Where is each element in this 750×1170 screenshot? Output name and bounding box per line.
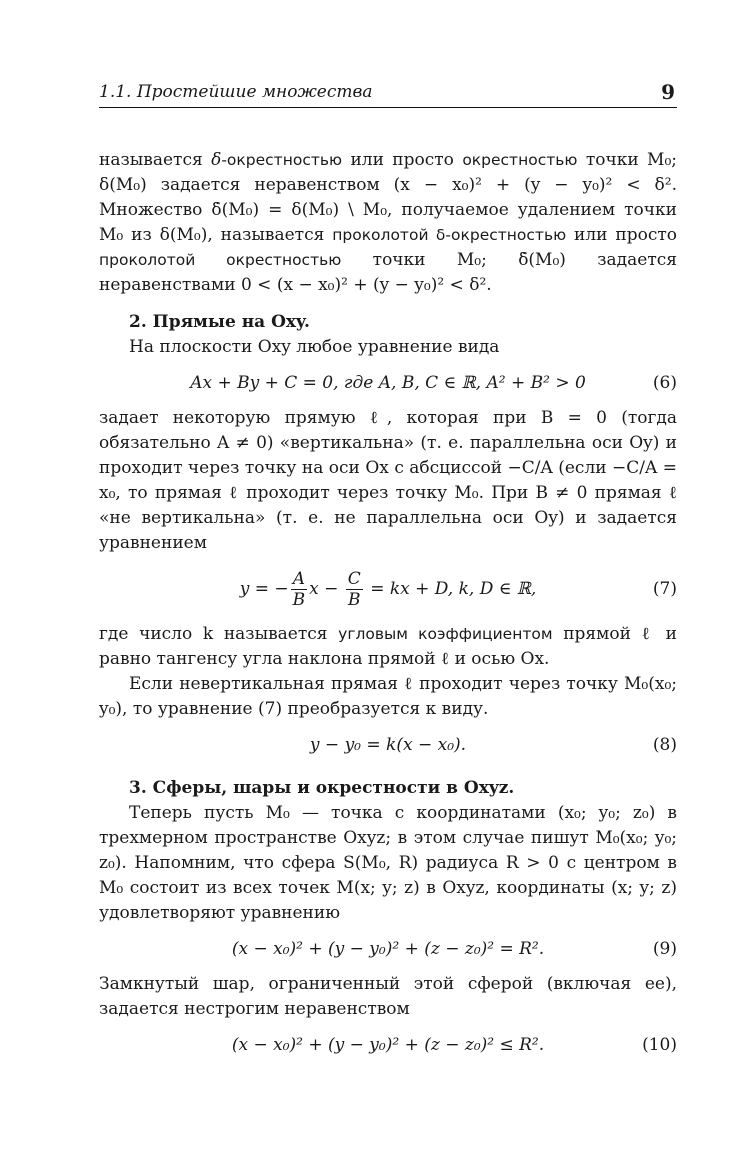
section-heading-lines: 2. Прямые на Oxy.: [129, 312, 310, 332]
equation-6: Ax + By + C = 0, где A, B, C ∈ ℝ, A² + B² > 0 (6): [99, 366, 677, 400]
running-head: [99, 80, 677, 108]
equation-number: (10): [642, 1035, 677, 1055]
page-number: 9: [661, 80, 675, 104]
equation-number: (6): [652, 373, 677, 393]
term-punctured-delta-neighborhood: проколотой δ-окрестностью: [332, 226, 567, 244]
equation-7: y = − $\frac{A}{B}$ x − $\frac{C}{B}$ = kx + D, k, D ∈ ℝ, (7): [99, 562, 677, 616]
term-slope: угловым коэффициентом: [338, 625, 553, 643]
term-punctured-neighborhood: проколотой окрестностью: [99, 251, 342, 269]
paragraph-sphere: Теперь пусть M₀ — точка с координатами (x₀; y₀; z₀) в трехмерном пространстве Oxyz; в этом случае пишут M₀(x₀; y₀; z₀). Напомним, что сфера S(M₀, R) радиуса R > 0 с центром в M₀ состоит из всех точек M(x; y; z) в Oxyz, координаты (x; y; z) удовлетворяют уравнению: [99, 803, 677, 923]
paragraph-point-slope: Если невертикальная прямая ℓ проходит через точку M₀(x₀; y₀), то уравнение (7) преобразуется к виду.: [99, 674, 677, 719]
paragraph-vertical-line: задает некоторую прямую ℓ, которая при B = 0 (тогда обязательно A ≠ 0) «вертикальна» (т. е. параллельна оси Oy) и проходит через точку на оси Ox с абсциссой −C/A (если −C/A = x₀, то прямая ℓ проходит через точку M₀. При B ≠ 0 прямая ℓ «не вертикальна» (т. е. не параллельна оси Oy) и задается уравнением: [99, 408, 677, 553]
page-content: [99, 148, 677, 1068]
equation-9: (x − x₀)² + (y − y₀)² + (z − z₀)² = R². (9): [99, 932, 677, 966]
equation-number: (8): [652, 735, 677, 755]
paragraph-ball: Замкнутый шар, ограниченный этой сферой (включая ее), задается нестрогим неравенством: [99, 974, 677, 1019]
chapter-title: 1.1. Простейшие множества: [99, 82, 373, 102]
term-delta-neighborhood: -окрестностью: [221, 151, 343, 169]
equation-number: (7): [652, 579, 677, 599]
section-heading-spheres: 3. Сферы, шары и окрестности в Oxyz.: [129, 778, 515, 798]
paragraph-neighborhood: называется δ-окрестностью или просто окрестностью точки M₀; δ(M₀) задается неравенством (x − x₀)² + (y − y₀)² < δ². Множество δ̇(M₀) = δ(M₀) \ M₀, получаемое удалением точки M₀ из δ(M₀), называется проколотой δ-окрестностью или просто проколотой окрестностью точки M₀; δ̇(M₀) задается неравенствами 0 < (x − x₀)² + (y − y₀)² < δ².: [99, 150, 678, 295]
paragraph-slope: где число k называется угловым коэффициентом прямой ℓ и равно тангенсу угла наклона прямой ℓ и осью Ox.: [99, 624, 677, 669]
term-neighborhood: окрестностью: [462, 151, 578, 169]
equation-10: (x − x₀)² + (y − y₀)² + (z − z₀)² ≤ R². (10): [99, 1028, 677, 1062]
equation-8: y − y₀ = k(x − x₀). (8): [99, 728, 677, 762]
equation-number: (9): [652, 939, 677, 959]
paragraph-lines-intro: На плоскости Oxy любое уравнение вида: [129, 337, 500, 357]
